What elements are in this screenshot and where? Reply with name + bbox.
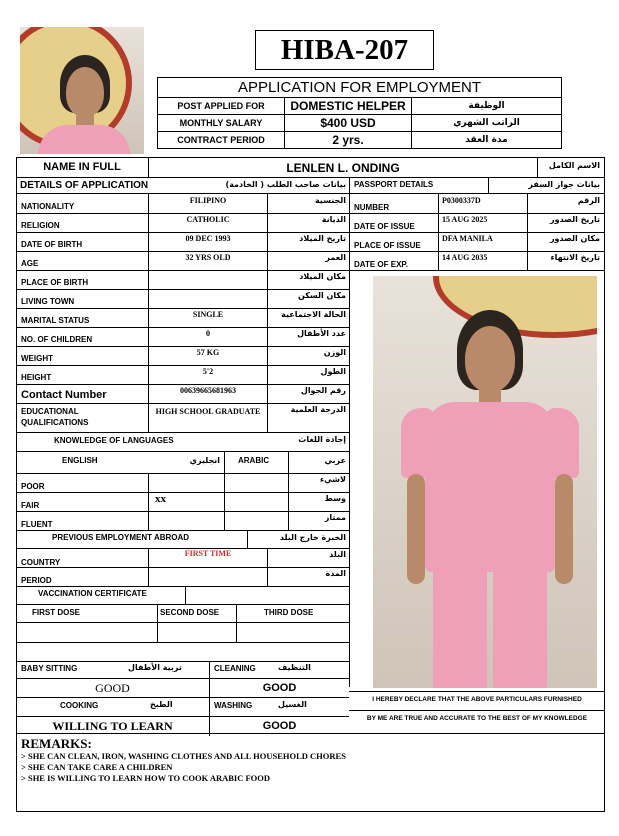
- personal-ar: مكان الميلاد: [299, 272, 346, 281]
- col-divider: [527, 194, 528, 270]
- country-label: COUNTRY: [21, 558, 61, 567]
- personal-ar: الدرجة العلمية: [290, 405, 346, 414]
- personal-value: SINGLE: [192, 310, 224, 319]
- personal-label: EDUCATIONAL QUALIFICATIONS: [21, 407, 89, 427]
- contract-value: 2 yrs.: [285, 132, 412, 149]
- language-level-ar: لاشيء: [319, 475, 346, 484]
- personal-ar: عدد الأطفال: [297, 329, 346, 338]
- row-divider: [16, 492, 349, 493]
- personal-ar: الطول: [320, 367, 346, 376]
- personal-ar: الديانة: [321, 215, 346, 224]
- row-divider: [16, 661, 349, 662]
- headshot-photo: [20, 27, 144, 154]
- remarks-item-3: > SHE IS WILLING TO LEARN HOW TO COOK ARABIC FOOD: [21, 773, 271, 783]
- languages-label: KNOWLEDGE OF LANGUAGES: [54, 436, 174, 445]
- col-divider: [148, 194, 149, 432]
- cooking-value: WILLING TO LEARN: [52, 719, 173, 733]
- languages-ar: إجادة اللغات: [298, 435, 346, 444]
- row-divider: [16, 567, 349, 568]
- row-divider: [16, 697, 349, 698]
- col-divider: [157, 604, 158, 642]
- personal-value: 00639665681963: [180, 386, 236, 395]
- washing-ar: الغسيل: [278, 700, 307, 709]
- personal-label: MARITAL STATUS: [21, 316, 90, 325]
- employment-ar: الخبرة خارج البلد: [279, 533, 346, 542]
- salary-ar: الراتب الشهري: [412, 115, 562, 132]
- row-divider: [16, 642, 349, 643]
- english-label: ENGLISH: [62, 456, 98, 465]
- salary-label: MONTHLY SALARY: [158, 115, 285, 132]
- col-divider: [247, 530, 248, 548]
- language-level-label: FAIR: [21, 501, 40, 510]
- passport-row-ar: تاريخ الصدور: [550, 215, 600, 224]
- passport-row-value: 15 AUG 2025: [442, 215, 488, 224]
- row-divider: [349, 213, 604, 214]
- second-dose-label: SECOND DOSE: [160, 608, 220, 617]
- personal-label: AGE: [21, 259, 39, 268]
- row-divider: [16, 327, 349, 328]
- row-divider: [16, 384, 349, 385]
- personal-ar: تاريخ الميلاد: [299, 234, 346, 243]
- personal-value: 09 DEC 1993: [185, 234, 231, 243]
- personal-ar: العمر: [325, 253, 346, 262]
- col-divider: [185, 586, 186, 604]
- third-dose-label: THIRD DOSE: [264, 608, 314, 617]
- personal-label: NO. OF CHILDREN: [21, 335, 93, 344]
- col-divider: [438, 194, 439, 270]
- personal-label: DATE OF BIRTH: [21, 240, 83, 249]
- row-divider: [16, 308, 349, 309]
- passport-row-ar: الرقم: [577, 196, 600, 205]
- personal-value: 57 KG: [196, 348, 220, 357]
- row-divider: [16, 346, 349, 347]
- row-divider: [16, 678, 349, 679]
- passport-row-ar: مكان الصدور: [549, 234, 600, 243]
- personal-value: 32 YRS OLD: [185, 253, 231, 262]
- employment-label: PREVIOUS EMPLOYMENT ABROAD: [52, 533, 190, 542]
- personal-value: CATHOLIC: [186, 215, 230, 224]
- post-label: POST APPLIED FOR: [158, 98, 285, 115]
- baby-sitting-value: GOOD: [95, 681, 130, 695]
- row-divider: [349, 270, 604, 271]
- personal-ar: رقم الجوال: [300, 386, 346, 395]
- passport-label: PASSPORT DETAILS: [354, 180, 434, 189]
- personal-label: RELIGION: [21, 221, 60, 230]
- cleaning-label: CLEANING: [214, 664, 256, 673]
- remarks-label: REMARKS:: [21, 736, 92, 751]
- cooking-label: COOKING: [60, 701, 99, 710]
- passport-row-label: NUMBER: [354, 203, 390, 212]
- washing-label: WASHING: [214, 701, 253, 710]
- row-divider: [349, 232, 604, 233]
- personal-label: WEIGHT: [21, 354, 53, 363]
- cooking-ar: الطبخ: [150, 700, 173, 709]
- row-divider: [16, 213, 349, 214]
- row-divider: [16, 604, 349, 605]
- col-divider: [224, 451, 225, 530]
- personal-ar: الجنسية: [314, 196, 346, 205]
- document-title: HIBA-207: [255, 30, 434, 70]
- declaration-line-2: BY ME ARE TRUE AND ACCURATE TO THE BEST OF MY KNOWLEDGE: [366, 715, 588, 722]
- col-divider: [288, 451, 289, 530]
- period-label: PERIOD: [21, 576, 52, 585]
- col-divider: [236, 604, 237, 642]
- personal-ar: الحالة الاجتماعية: [281, 310, 346, 319]
- row-divider: [16, 451, 349, 452]
- cleaning-value: GOOD: [262, 682, 297, 694]
- language-level-ar: ممتاز: [324, 513, 346, 522]
- personal-value: FILIPINO: [189, 196, 227, 205]
- declaration-line-1: I HEREBY DECLARE THAT THE ABOVE PARTICULARS FURNISHED: [372, 696, 582, 703]
- remarks-item-2: > SHE CAN TAKE CARE A CHILDREN: [21, 762, 173, 772]
- col-divider: [209, 661, 210, 736]
- passport-row-label: DATE OF EXP.: [354, 260, 408, 269]
- personal-label: Contact Number: [21, 389, 107, 401]
- vaccination-label: VACCINATION CERTIFICATE: [38, 589, 147, 598]
- personal-value: 0: [206, 329, 210, 338]
- row-divider: [16, 270, 349, 271]
- row-divider: [16, 511, 349, 512]
- passport-row-value: DFA MANILA: [442, 234, 493, 243]
- row-divider: [16, 622, 349, 623]
- cleaning-ar: التنظيف: [278, 663, 311, 672]
- col-divider: [267, 548, 268, 586]
- personal-value: 5'2: [202, 367, 214, 376]
- contract-ar: مدة العقد: [412, 132, 562, 149]
- col-divider: [148, 548, 149, 586]
- col-divider: [267, 194, 268, 432]
- row-divider: [16, 716, 349, 717]
- passport-row-value: 14 AUG 2035: [442, 253, 488, 262]
- application-heading: APPLICATION FOR EMPLOYMENT: [158, 78, 562, 98]
- passport-ar: بيانات جواز السفر: [528, 180, 600, 189]
- row-divider: [16, 232, 349, 233]
- personal-label: NATIONALITY: [21, 202, 75, 211]
- english-ar: انجليزي: [189, 456, 220, 465]
- row-divider: [16, 432, 349, 433]
- name-label: NAME IN FULL: [43, 161, 121, 173]
- english-level-value: xx: [155, 493, 166, 505]
- row-divider: [16, 365, 349, 366]
- details-label: DETAILS OF APPLICATION: [20, 180, 149, 191]
- row-divider: [16, 586, 349, 587]
- personal-label: HEIGHT: [21, 373, 52, 382]
- language-level-label: FLUENT: [21, 520, 53, 529]
- salary-value: $400 USD: [285, 115, 412, 132]
- row-divider: [16, 289, 349, 290]
- details-ar: بيانات صاحب الطلب ( الخادمة): [225, 180, 346, 189]
- full-body-photo: [373, 276, 597, 688]
- post-ar: الوظيفة: [412, 98, 562, 115]
- period-ar: المدة: [325, 569, 346, 578]
- passport-row-ar: تاريخ الانتهاء: [550, 253, 600, 262]
- arabic-label: ARABIC: [238, 456, 270, 465]
- post-value: DOMESTIC HELPER: [285, 98, 412, 115]
- country-value: FIRST TIME: [184, 549, 232, 558]
- row-divider: [16, 403, 349, 404]
- passport-row-label: DATE OF ISSUE: [354, 222, 415, 231]
- row-divider: [349, 251, 604, 252]
- baby-sitting-label: BABY SITTING: [21, 664, 78, 673]
- application-table: [157, 77, 562, 149]
- washing-value: GOOD: [262, 720, 297, 732]
- arabic-ar: عربي: [324, 456, 346, 465]
- row-divider: [16, 251, 349, 252]
- remarks-item-1: > SHE CAN CLEAN, IRON, WASHING CLOTHES AND ALL HOUSEHOLD CHORES: [21, 751, 346, 761]
- language-level-ar: وسط: [324, 494, 346, 503]
- first-dose-label: FIRST DOSE: [32, 608, 81, 617]
- name-value: LENLEN L. ONDING: [286, 161, 400, 175]
- personal-ar: مكان السكن: [298, 291, 346, 300]
- personal-label: PLACE OF BIRTH: [21, 278, 89, 287]
- name-ar: الاسم الكامل: [548, 161, 600, 170]
- personal-ar: الوزن: [323, 348, 346, 357]
- personal-label: LIVING TOWN: [21, 297, 75, 306]
- passport-row-label: PLACE OF ISSUE: [354, 241, 421, 250]
- personal-value: HIGH SCHOOL GRADUATE: [155, 407, 261, 416]
- country-ar: البلد: [329, 550, 346, 559]
- baby-sitting-ar: تربية الأطفال: [128, 663, 182, 672]
- col-divider: [148, 473, 149, 530]
- passport-row-value: P0300337D: [442, 196, 481, 205]
- row-divider: [16, 530, 349, 531]
- row-divider: [16, 473, 349, 474]
- contract-label: CONTRACT PERIOD: [158, 132, 285, 149]
- language-level-label: POOR: [21, 482, 45, 491]
